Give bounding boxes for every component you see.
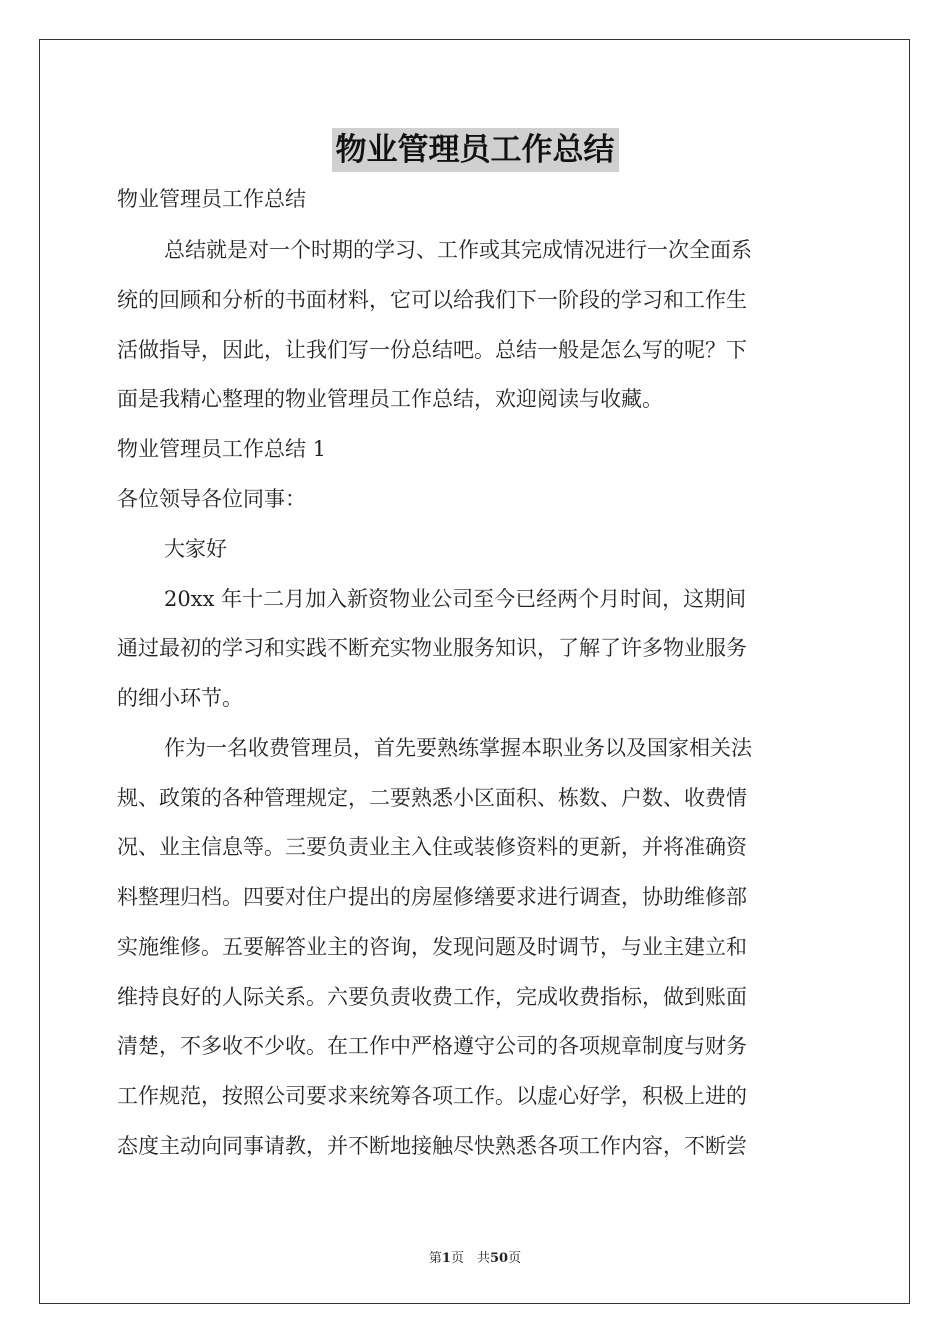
subtitle-line: 物业管理员工作总结 (117, 187, 306, 211)
paragraph-line: 面是我精心整理的物业管理员工作总结，欢迎阅读与收藏。 (117, 387, 663, 411)
paragraph-line: 实施维修。五要解答业主的咨询，发现问题及时调节，与业主建立和 (117, 935, 747, 959)
salutation-line: 各位领导各位同事： (117, 487, 306, 511)
paragraph-line: 总结就是对一个时期的学习、工作或其完成情况进行一次全面系 (164, 238, 752, 262)
paragraph-line: 统的回顾和分析的书面材料，它可以给我们下一阶段的学习和工作生 (117, 288, 747, 312)
paragraph-line: 通过最初的学习和实践不断充实物业服务知识，了解了许多物业服务 (117, 636, 747, 660)
paragraph-line: 清楚，不多收不少收。在工作中严格遵守公司的各项规章制度与财务 (117, 1034, 747, 1058)
paragraph-line: 况、业主信息等。三要负责业主入住或装修资料的更新，并将准确资 (117, 835, 747, 859)
paragraph-line: 的细小环节。 (117, 686, 243, 710)
paragraph-line: 20xx 年十二月加入新资物业公司至今已经两个月时间，这期间 (164, 587, 747, 611)
page-total: 50 (489, 1251, 509, 1266)
paragraph-line: 态度主动向同事请教，并不断地接触尽快熟悉各项工作内容，不断尝 (117, 1134, 747, 1158)
paragraph-line: 维持良好的人际关系。六要负责收费工作，完成收费指标，做到账面 (117, 985, 747, 1009)
page-current: 1 (441, 1251, 451, 1266)
paragraph-line: 作为一名收费管理员，首先要熟练掌握本职业务以及国家相关法 (164, 736, 752, 760)
document-title: 物业管理员工作总结 (332, 128, 619, 172)
page-suffix: 页 (508, 1251, 522, 1266)
paragraph-line: 活做指导，因此，让我们写一份总结吧。总结一般是怎么写的呢？下 (117, 338, 747, 362)
paragraph-line: 工作规范，按照公司要求来统筹各项工作。以虚心好学，积极上进的 (117, 1084, 747, 1108)
title-container (0, 128, 950, 172)
greeting-line: 大家好 (164, 537, 227, 561)
page-border (39, 39, 910, 1304)
section-heading: 物业管理员工作总结 1 (117, 437, 327, 461)
page-prefix: 第 (428, 1251, 442, 1266)
paragraph-line: 料整理归档。四要对住户提出的房屋修缮要求进行调查，协助维修部 (117, 885, 747, 909)
page-footer (0, 1247, 950, 1266)
page-mid: 页 共 (450, 1251, 490, 1266)
paragraph-line: 规、政策的各种管理规定，二要熟悉小区面积、栋数、户数、收费情 (117, 786, 747, 810)
